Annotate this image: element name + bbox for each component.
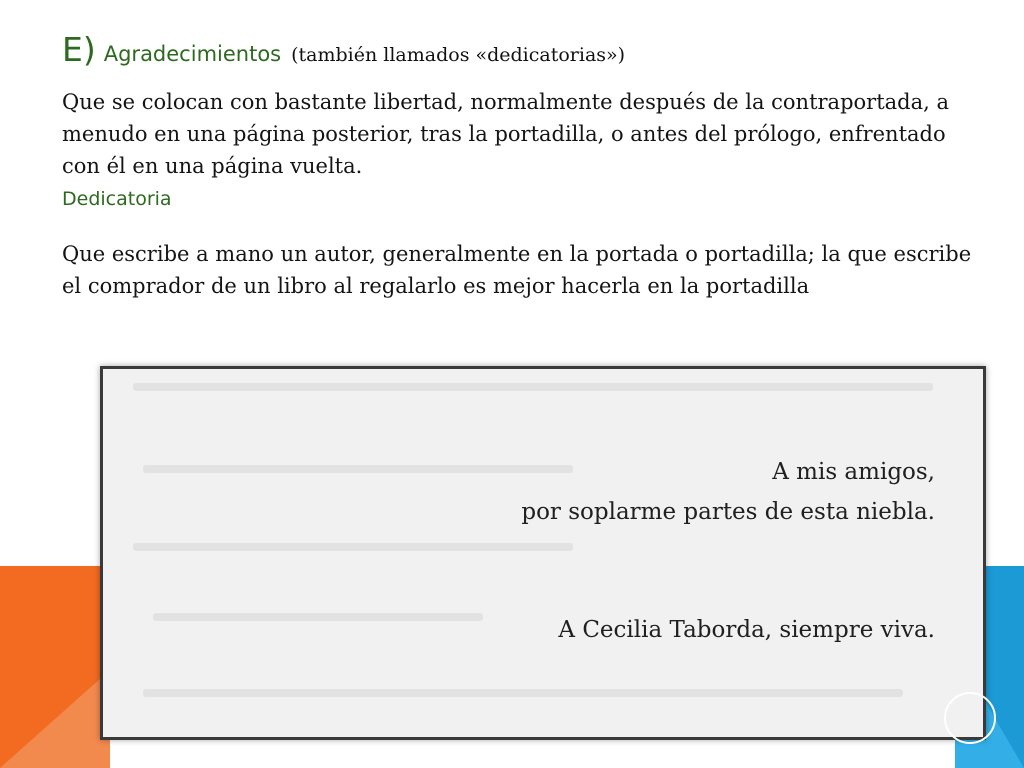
subheading-dedicatoria: Dedicatoria bbox=[62, 188, 172, 210]
slide-number-circle bbox=[944, 692, 996, 744]
dedication-line-3: A Cecilia Taborda, siempre viva. bbox=[558, 617, 935, 643]
faded-text-line bbox=[133, 383, 933, 391]
section-title: Agradecimientos bbox=[103, 42, 282, 66]
slide-heading bbox=[62, 30, 962, 69]
faded-text-line bbox=[143, 465, 573, 473]
section-letter: E) bbox=[62, 30, 96, 69]
dedication-image bbox=[100, 366, 986, 740]
faded-text-line bbox=[133, 543, 573, 551]
paragraph-agradecimientos: Que se colocan con bastante libertad, normalmente después de la contraportada, a menudo en una página posterior, tras la portadilla, o antes del prólogo, enfrentado con él en una página vuelta. bbox=[62, 90, 949, 178]
dedication-line-2: por soplarme partes de esta niebla. bbox=[521, 499, 935, 525]
faded-text-line bbox=[153, 613, 483, 621]
faded-text-line bbox=[143, 689, 903, 697]
paragraph-dedicatoria: Que escribe a mano un autor, generalmente en la portada o portadilla; la que escribe el comprador de un libro al regalarlo es mejor hacerla en la portadilla bbox=[62, 242, 972, 298]
section-subtitle: (también llamados «dedicatorias») bbox=[291, 44, 626, 66]
dedication-line-1: A mis amigos, bbox=[772, 459, 935, 485]
